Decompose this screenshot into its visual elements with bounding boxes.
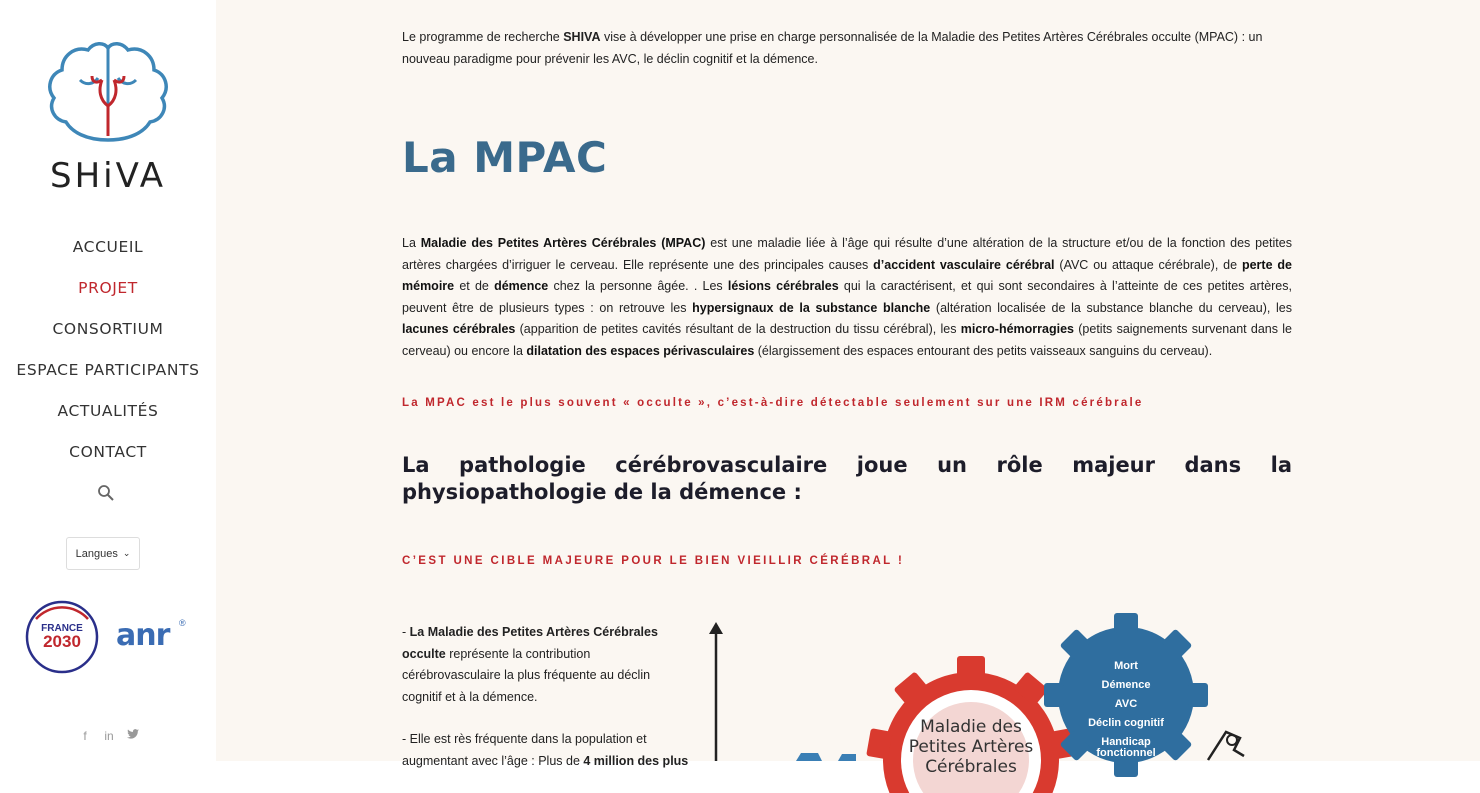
brain-icon (46, 40, 170, 152)
shiva-logo[interactable] (46, 40, 170, 196)
anr-registered-mark: ® (179, 618, 186, 628)
nav-item-contact[interactable]: CONTACT (69, 443, 147, 461)
france-2030-line2: 2030 (43, 632, 81, 651)
main-content (216, 0, 1480, 777)
mpac-gears-illustration (706, 610, 1266, 777)
gear-red-line1: Maladie des (920, 717, 1022, 737)
gear-blue-item: Déclin cognitif (1088, 717, 1164, 729)
occult-highlight: La MPAC est le plus souvent « occulte », c’est-à-dire détectable seulement sur une IRM cérébrale (402, 397, 1144, 409)
gear-blue-item: Handicap (1101, 736, 1151, 748)
logo-wordmark: SHiVA (50, 156, 166, 196)
nav-item-espace-participants[interactable]: ESPACE PARTICIPANTS (16, 361, 200, 379)
chevron-down-icon: ⌄ (122, 548, 131, 558)
gear-red-line3: Cérébrales (925, 757, 1017, 777)
facebook-icon[interactable]: f (83, 729, 87, 743)
language-select-value: Langues (75, 547, 118, 560)
gear-blue-item: fonctionnel (1096, 747, 1156, 759)
sidebar (0, 0, 216, 761)
gear-blue-item: Démence (1101, 679, 1151, 691)
mpac-description: La Maladie des Petites Artères Cérébrales (MPAC) est une maladie liée à l’âge qui résulte d’une altération de la structure et/ou de la fonction des petites artères chargées d’irriguer le cerveau. Elle représente une des principales causes d’accident vasculaire cérébral (AVC ou attaque cérébrale), de perte de mémoire et de démence chez la personne âgée. . Les lésions cérébrales qui la caractérisent, et qui sont secondaires à l’atteinte de ces petites artères, peuvent être de plusieurs types : on retrouve les hypersignaux de la substance blanche (altération localisée de la substance blanche du cerveau), les lacunes cérébrales (apparition de petites cavités résultant de la destruction du tissu cérébral), les micro-hémorragies (petits saignements survenant dans le cerveau) ou encore la dilatation des espaces périvasculaires (élargissement des espaces entourant des petits vaisseaux sanguins du cerveau). (402, 236, 1292, 358)
france-2030-logo[interactable] (24, 599, 100, 675)
intro-text: Le programme de recherche SHIVA vise à développer une prise en charge personnalisée de la Maladie des Petites Artères Cérébrales occulte (MPAC) : un nouveau paradigme pour prévenir les AVC, le déclin cognitif et la démence. (402, 30, 1263, 66)
twitter-icon[interactable] (126, 729, 140, 743)
nav-item-projet[interactable]: PROJET (78, 279, 138, 297)
nav-item-actualites[interactable]: ACTUALITÉS (57, 402, 159, 420)
gear-red-line2: Petites Artères (908, 737, 1034, 757)
target-highlight: C’EST UNE CIBLE MAJEURE POUR LE BIEN VIEILLIR CÉRÉBRAL ! (402, 555, 905, 567)
language-select[interactable] (66, 537, 140, 570)
nav-item-accueil[interactable]: ACCUEIL (72, 238, 144, 256)
search-icon[interactable] (97, 484, 115, 502)
figure-outline-icon (1208, 732, 1244, 760)
anr-logo[interactable] (116, 618, 196, 658)
gear-blue-item: AVC (1114, 698, 1138, 710)
list-item: - Elle est rès fréquente dans la population et augmentant avec l’âge : Plus de 4 million des plus (402, 732, 689, 768)
bullet-list (402, 622, 692, 793)
list-item: - La Maladie des Petites Artères Cérébrales occulte représente la contribution cérébrovasculaire la plus fréquente au déclin cognitif et à la démence. (402, 625, 658, 704)
nav-item-consortium[interactable]: CONSORTIUM (52, 320, 164, 338)
anr-wordmark: anr (116, 618, 170, 653)
main-nav (0, 234, 216, 480)
linkedin-icon[interactable]: in (104, 729, 114, 743)
intro-bold-shiva: SHIVA (563, 30, 601, 44)
section-subtitle: La pathologie cérébrovasculaire joue un rôle majeur dans la physiopathologie de la démence : (402, 453, 1292, 504)
social-links (78, 729, 140, 743)
page-title: La MPAC (402, 133, 608, 182)
gear-blue-item: Mort (1114, 660, 1138, 672)
france-2030-line1: FRANCE (41, 623, 83, 634)
